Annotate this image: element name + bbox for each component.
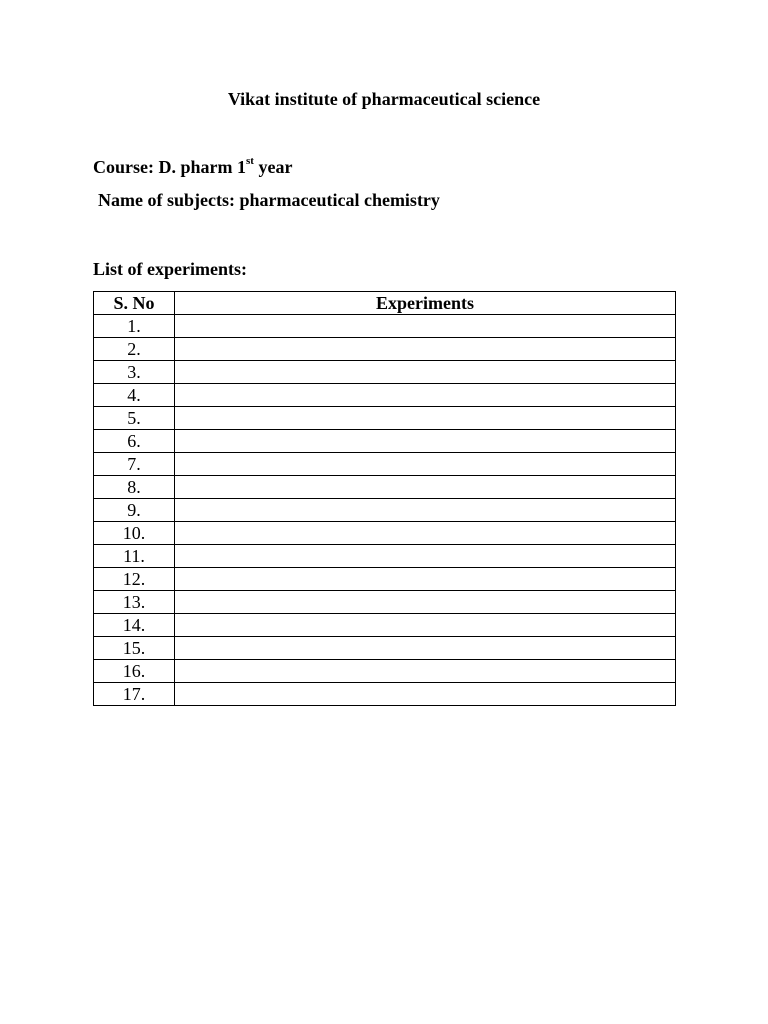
serial-number-cell: 14. [94, 614, 175, 637]
experiment-cell [175, 522, 676, 545]
experiments-table [93, 291, 676, 706]
table-row [94, 361, 676, 384]
table-row [94, 568, 676, 591]
experiment-cell [175, 614, 676, 637]
experiment-cell [175, 545, 676, 568]
table-row [94, 476, 676, 499]
serial-number-cell: 2. [94, 338, 175, 361]
table-row [94, 660, 676, 683]
experiment-cell [175, 384, 676, 407]
experiments-heading: List of experiments: [93, 259, 247, 279]
experiment-cell [175, 683, 676, 706]
table-row [94, 499, 676, 522]
experiment-cell [175, 499, 676, 522]
serial-number-cell: 15. [94, 637, 175, 660]
column-header-sno: S. No [94, 292, 175, 315]
table-row [94, 522, 676, 545]
page-title: Vikat institute of pharmaceutical science [227, 89, 541, 109]
table-row [94, 315, 676, 338]
table-header-row [94, 292, 676, 315]
serial-number-cell: 3. [94, 361, 175, 384]
table-row [94, 407, 676, 430]
serial-number-cell: 8. [94, 476, 175, 499]
serial-number-cell: 1. [94, 315, 175, 338]
table-row [94, 591, 676, 614]
serial-number-cell: 13. [94, 591, 175, 614]
serial-number-cell: 4. [94, 384, 175, 407]
table-row [94, 430, 676, 453]
column-header-experiments: Experiments [175, 292, 676, 315]
serial-number-cell: 7. [94, 453, 175, 476]
serial-number-cell: 12. [94, 568, 175, 591]
serial-number-cell: 5. [94, 407, 175, 430]
experiment-cell [175, 476, 676, 499]
serial-number-cell: 9. [94, 499, 175, 522]
experiment-cell [175, 637, 676, 660]
table-row [94, 384, 676, 407]
serial-number-cell: 11. [94, 545, 175, 568]
table-row [94, 338, 676, 361]
table-row [94, 453, 676, 476]
serial-number-cell: 10. [94, 522, 175, 545]
experiment-cell [175, 453, 676, 476]
course-suffix: year [253, 157, 293, 177]
serial-number-cell: 16. [94, 660, 175, 683]
course-superscript: st [246, 155, 254, 167]
experiment-cell [175, 430, 676, 453]
experiment-cell [175, 660, 676, 683]
experiment-cell [175, 591, 676, 614]
subject-line: Name of subjects: pharmaceutical chemistry [98, 190, 440, 210]
experiment-cell [175, 407, 676, 430]
experiment-cell [175, 315, 676, 338]
experiments-table-body [94, 315, 676, 706]
table-row [94, 637, 676, 660]
table-row [94, 683, 676, 706]
table-row [94, 545, 676, 568]
experiment-cell [175, 338, 676, 361]
serial-number-cell: 17. [94, 683, 175, 706]
course-line [93, 156, 292, 178]
table-row [94, 614, 676, 637]
course-text: Course: D. pharm 1 [93, 157, 246, 177]
experiment-cell [175, 568, 676, 591]
experiment-cell [175, 361, 676, 384]
serial-number-cell: 6. [94, 430, 175, 453]
